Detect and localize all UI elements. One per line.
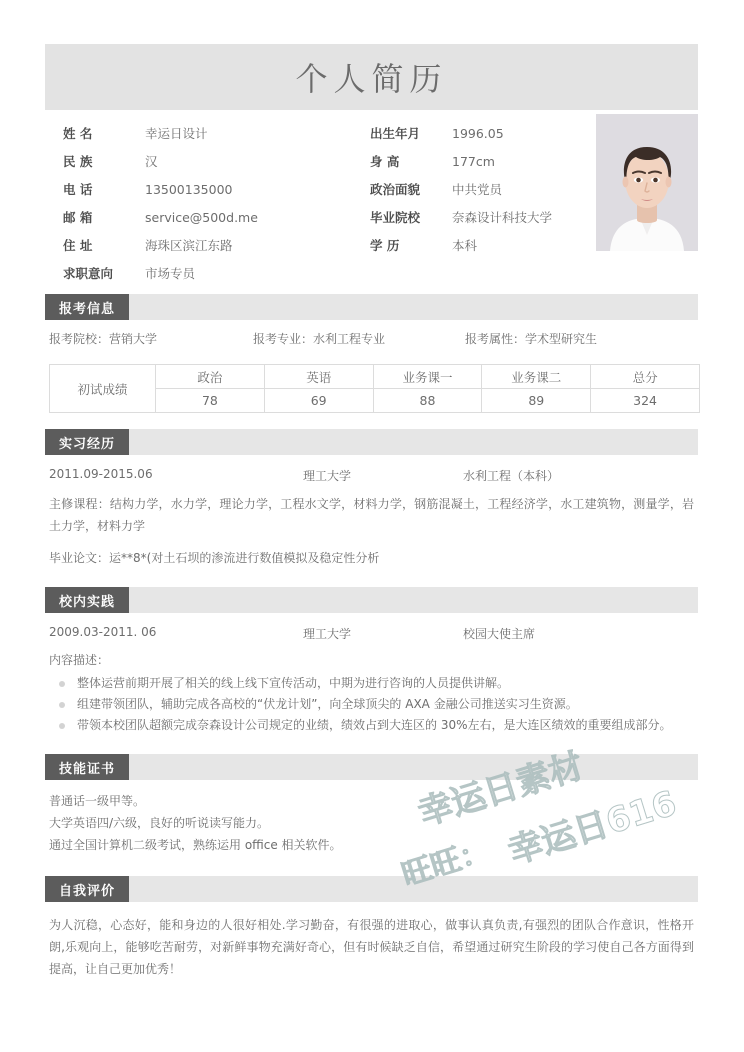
section-header-exam <box>45 294 698 320</box>
avatar <box>596 114 698 251</box>
exam-meta-row <box>49 330 694 356</box>
resume-content <box>45 44 698 980</box>
campus-bullet-list <box>49 673 694 736</box>
table-row-headers <box>50 365 700 389</box>
section-heading-selfeval: 自我评价 <box>45 876 129 902</box>
internship-role: 水利工程（本科） <box>463 469 560 483</box>
info-value-address: 海珠区滨江东路 <box>145 238 233 253</box>
info-row-address <box>63 236 363 264</box>
watermark-id: 幸运日616 <box>503 783 682 873</box>
exam-score-table <box>49 364 700 413</box>
exam-school: 报考院校：营销大学 <box>49 332 158 346</box>
skill-line-computer: 通过全国计算机二级考试，熟练运用 office 相关软件。 <box>49 838 342 852</box>
personal-info-left-column <box>63 124 363 292</box>
internship-org: 理工大学 <box>303 469 352 483</box>
section-header-campus <box>45 587 698 613</box>
info-row-birthdate <box>370 124 600 152</box>
watermark-contact: 旺旺： <box>397 833 495 894</box>
score-value-politics: 78 <box>156 389 265 413</box>
campus-role: 校园大使主席 <box>463 627 536 641</box>
selfeval-text: 为人沉稳，心态好，能和身边的人很好相处.学习勤奋，有很强的进取心，做事认真负责,有强烈的团队合作意识，性格开朗,乐观向上，能够吃苦耐劳，对新鲜事物充满好奇心，但有时候缺乏自信，希望通过研究生阶段的学习使自己各方面得到提高，让自己更加优秀！ <box>49 918 694 976</box>
info-row-school <box>370 208 600 236</box>
info-row-height <box>370 152 600 180</box>
info-value-degree: 本科 <box>452 238 478 253</box>
info-row-political-status <box>370 180 600 208</box>
info-row-job-objective <box>63 264 363 292</box>
info-row-ethnicity <box>63 152 363 180</box>
info-label-name: 姓 名 <box>63 126 93 141</box>
info-row-name <box>63 124 363 152</box>
section-body-exam <box>45 330 698 413</box>
page-title: 个人简历 <box>295 60 448 98</box>
score-header-english: 英语 <box>264 365 373 389</box>
info-value-school: 奈森设计科技大学 <box>452 210 553 225</box>
internship-entry-row <box>49 467 694 491</box>
personal-info-right-column <box>370 124 600 264</box>
campus-entry-row <box>49 625 694 649</box>
info-value-name: 幸运日设计 <box>145 126 208 141</box>
score-header-major-two: 业务课二 <box>482 365 591 389</box>
info-label-school: 毕业院校 <box>370 210 421 225</box>
skill-line-english: 大学英语四/六级，良好的听说读写能力。 <box>49 816 270 830</box>
internship-date: 2011.09-2015.06 <box>49 467 153 481</box>
score-value-english: 69 <box>264 389 373 413</box>
info-value-ethnicity: 汉 <box>145 154 158 169</box>
info-value-birthdate: 1996.05 <box>452 126 504 141</box>
skill-line-mandarin: 普通话一级甲等。 <box>49 794 146 808</box>
resume-title-banner <box>45 44 698 110</box>
campus-desc-label: 内容描述： <box>49 653 110 667</box>
exam-major: 报考专业：水利工程专业 <box>253 332 386 346</box>
info-value-height: 177cm <box>452 154 495 169</box>
score-header-total: 总分 <box>591 365 700 389</box>
info-label-birthdate: 出生年月 <box>370 126 421 141</box>
personal-info-block <box>45 110 698 281</box>
section-body-selfeval <box>45 914 698 980</box>
section-body-internship <box>45 467 698 569</box>
info-value-job-objective: 市场专员 <box>145 266 196 281</box>
info-value-political-status: 中共党员 <box>452 182 503 197</box>
info-row-degree <box>370 236 600 264</box>
score-header-major-one: 业务课一 <box>373 365 482 389</box>
score-value-major-one: 88 <box>373 389 482 413</box>
section-header-selfeval <box>45 876 698 902</box>
watermark-brand: 幸运日素材 <box>413 745 589 834</box>
campus-date: 2009.03-2011. 06 <box>49 625 157 639</box>
exam-type: 报考属性：学术型研究生 <box>465 332 598 346</box>
info-label-job-objective: 求职意向 <box>63 266 114 281</box>
info-value-email: service@500d.me <box>145 210 258 225</box>
score-value-major-two: 89 <box>482 389 591 413</box>
internship-courses: 主修课程：结构力学，水力学，理论力学，工程水文学，材料力学，钢筋混凝土，工程经济学，水工建筑物，测量学，岩土力学，材料力学 <box>49 497 694 533</box>
info-value-phone: 13500135000 <box>145 182 233 197</box>
section-body-skills <box>45 790 698 856</box>
section-header-internship <box>45 429 698 455</box>
section-heading-internship: 实习经历 <box>45 429 129 455</box>
section-heading-exam: 报考信息 <box>45 294 129 320</box>
list-item: 整体运营前期开展了相关的线上线下宣传活动，中期为进行咨询的人员提供讲解。 <box>49 673 694 694</box>
info-label-email: 邮 箱 <box>63 210 93 225</box>
info-row-phone <box>63 180 363 208</box>
score-row-label: 初试成绩 <box>50 365 156 413</box>
info-label-height: 身 高 <box>370 154 400 169</box>
section-heading-skills: 技能证书 <box>45 754 129 780</box>
info-label-address: 住 址 <box>63 238 93 253</box>
info-row-email <box>63 208 363 236</box>
info-label-political-status: 政治面貌 <box>370 182 421 197</box>
section-heading-campus: 校内实践 <box>45 587 129 613</box>
info-label-ethnicity: 民 族 <box>63 154 93 169</box>
info-label-degree: 学 历 <box>370 238 400 253</box>
section-body-campus <box>45 625 698 736</box>
section-header-skills <box>45 754 698 780</box>
score-value-total: 324 <box>591 389 700 413</box>
campus-org: 理工大学 <box>303 627 352 641</box>
score-header-politics: 政治 <box>156 365 265 389</box>
internship-thesis: 毕业论文：运**8*(对土石坝的渗流进行数值模拟及稳定性分析 <box>49 551 380 565</box>
list-item: 带领本校团队超额完成奈森设计公司规定的业绩，绩效占到大连区的 30%左右，是大连区绩效的重要组成部分。 <box>49 715 694 736</box>
list-item: 组建带领团队，辅助完成各高校的“伏龙计划”，向全球顶尖的 AXA 金融公司推送实习生资源。 <box>49 694 694 715</box>
portrait-photo-icon <box>596 114 698 251</box>
info-label-phone: 电 话 <box>63 182 93 197</box>
